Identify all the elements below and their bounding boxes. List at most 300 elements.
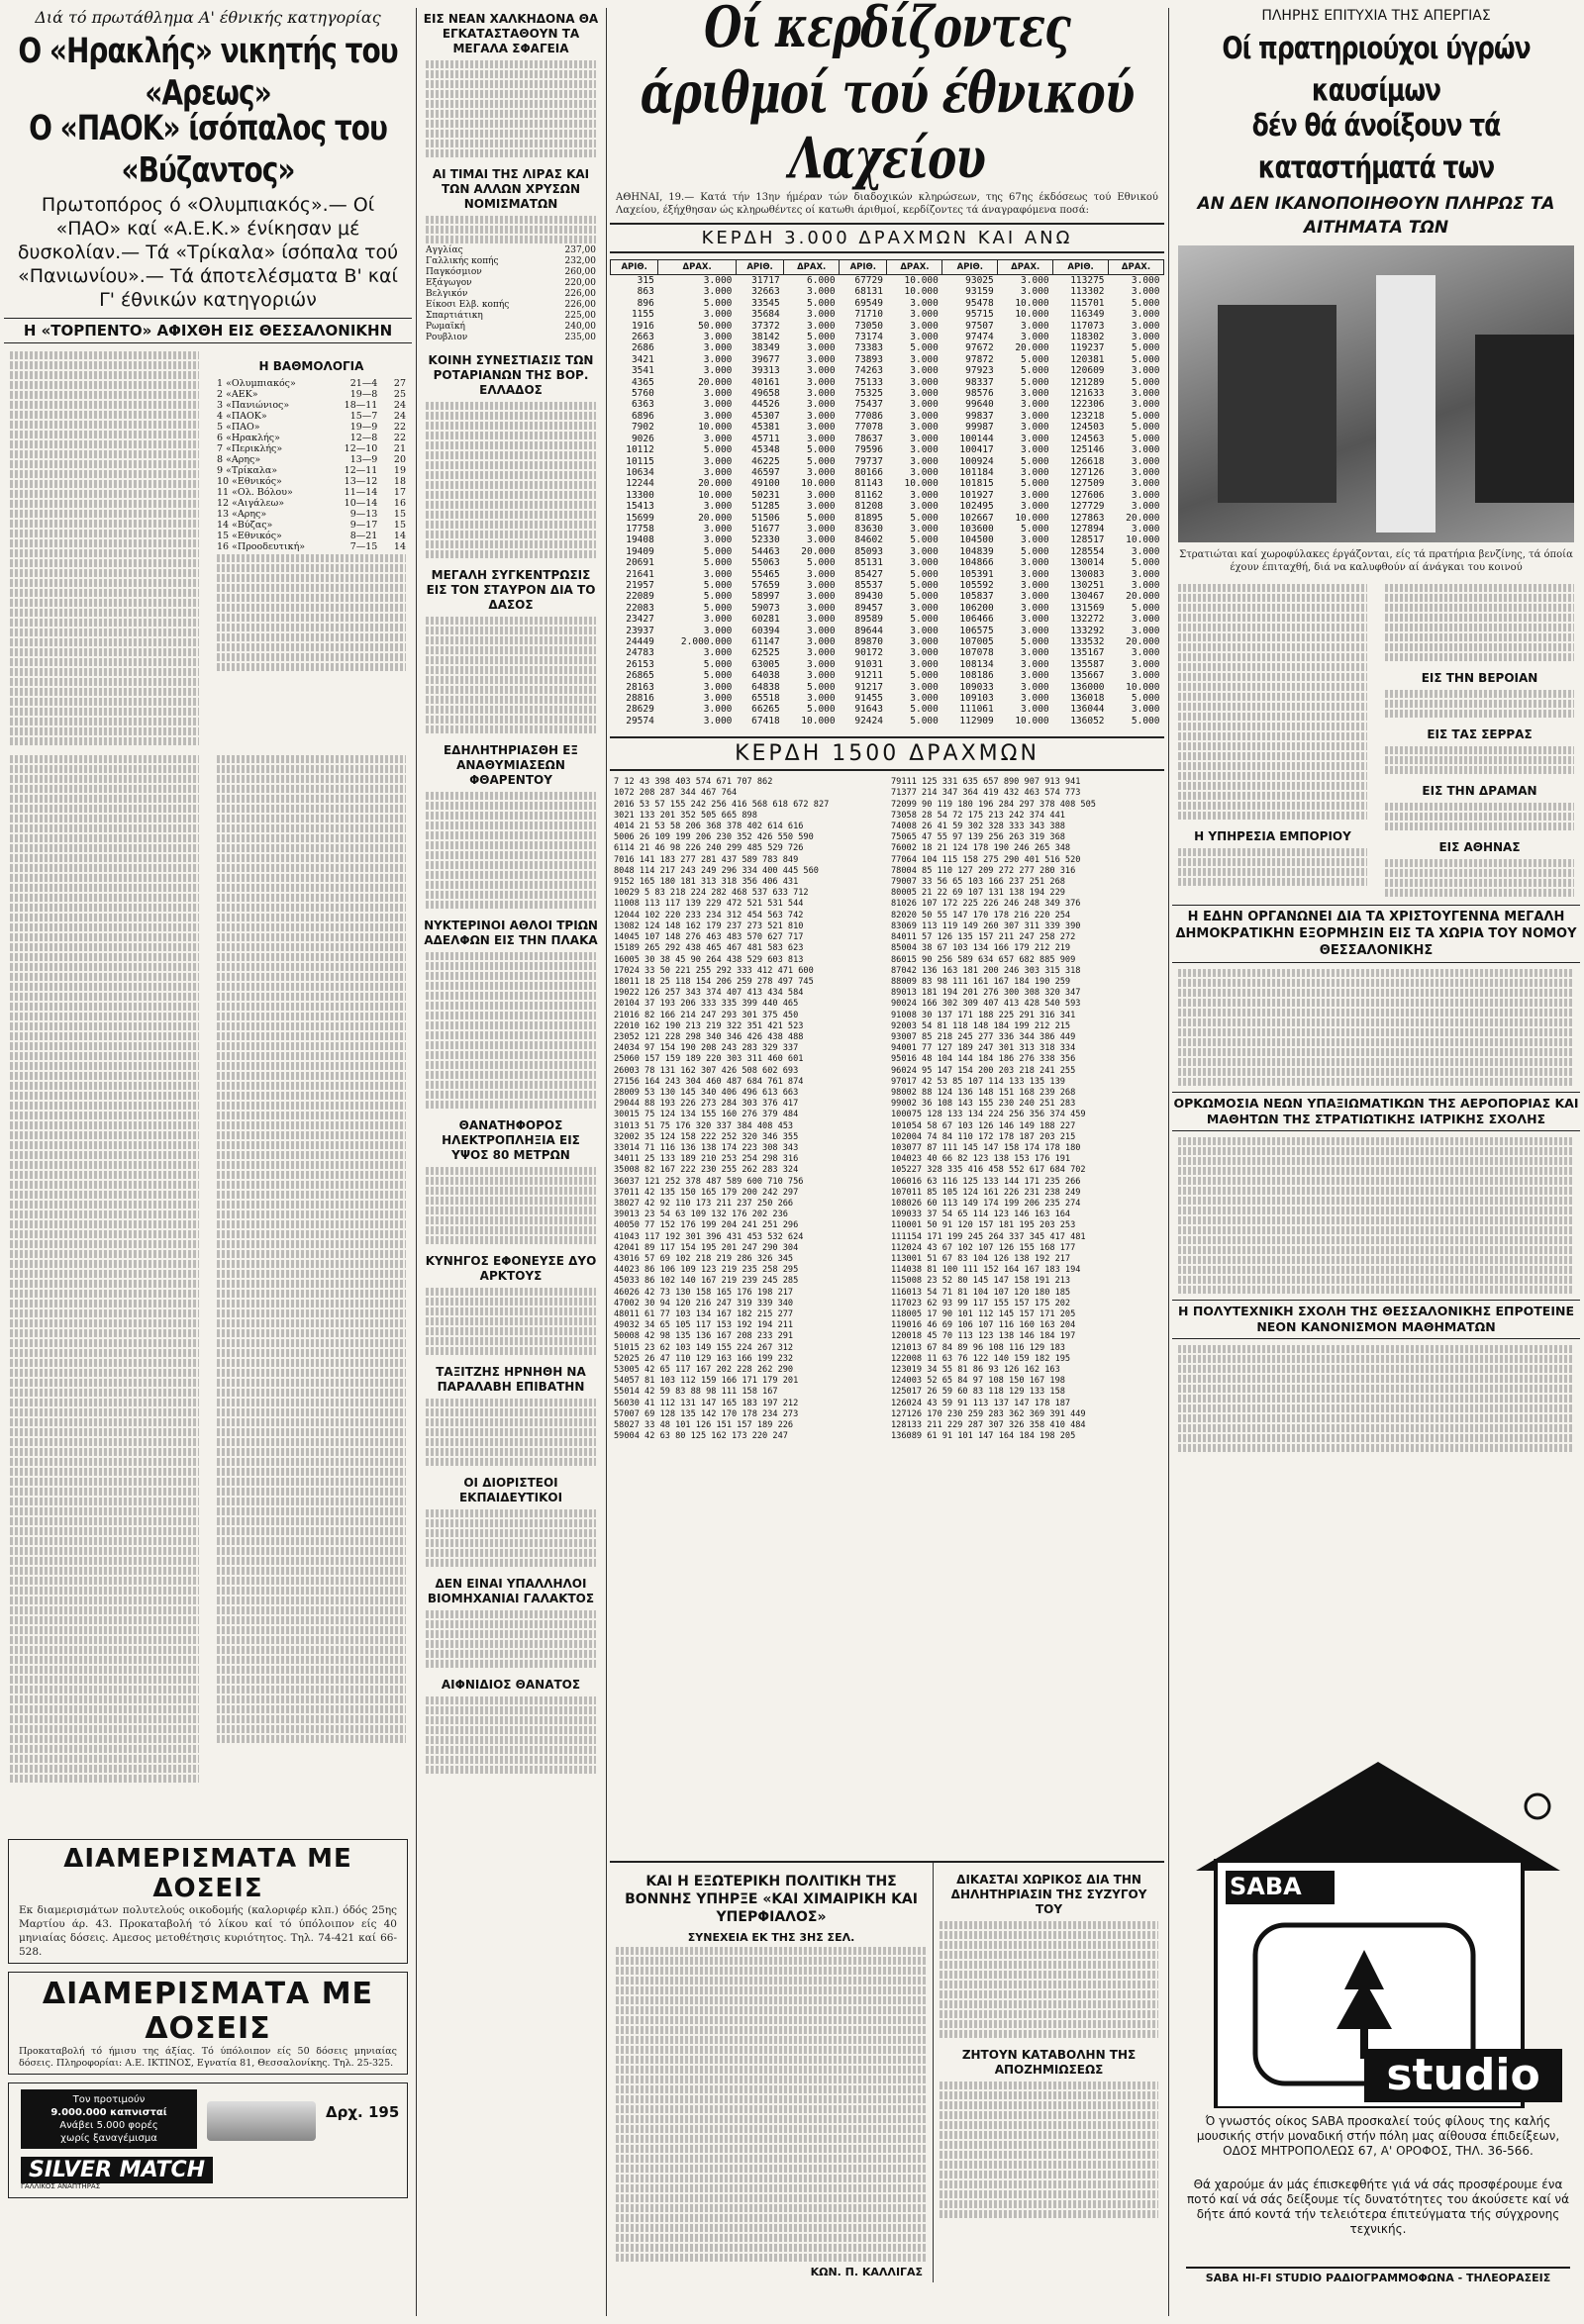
- lottery-cell: 84602: [854, 534, 883, 546]
- lottery-cell: 89589: [854, 614, 883, 626]
- lottery-cell: 122306: [1070, 399, 1105, 411]
- lottery-1500-line: 71377 214 347 364 419 432 463 574 773: [891, 788, 1081, 799]
- lottery-cell: 5.000: [1131, 297, 1160, 309]
- lottery-cell: 5.000: [1021, 478, 1049, 490]
- lottery-cell: 3.000: [703, 647, 733, 659]
- saba-ad: [1186, 1752, 1570, 2316]
- lottery-cell: 3.000: [807, 568, 836, 580]
- lottery-1500-line: 8048 114 217 243 249 296 334 400 445 560: [614, 865, 819, 876]
- lottery-1500-line: 90024 166 302 309 407 413 428 540 593: [891, 999, 1081, 1010]
- lottery-cell: 5.000: [703, 557, 733, 569]
- lottery-cell: 97923: [965, 365, 994, 377]
- lottery-1500-line: 75065 47 55 97 139 256 263 319 368: [891, 832, 1065, 843]
- lottery-cell: 127606: [1070, 489, 1105, 501]
- lottery-1500-line: 30015 75 124 134 155 160 276 379 484: [614, 1110, 799, 1120]
- lottery-1500-line: 47002 30 94 120 216 247 319 339 340: [614, 1298, 794, 1308]
- lottery-cell: 37372: [751, 320, 780, 332]
- lottery-cell: 120609: [1070, 365, 1105, 377]
- lottery-cell: 77086: [854, 410, 883, 422]
- standings-cell: 10—14: [344, 498, 378, 509]
- poison-trial-headline: ΔΙΚΑΣΤΑΙ ΧΩΡΙΚΟΣ ΔΙΑ ΤΗΝ ΔΗΛΗΤΗΡΙΑΣΙΝ ΤΗΣ ΣΥΖΥΓΟΥ ΤΟΥ: [950, 1873, 1147, 1916]
- lottery-cell: 3.000: [910, 693, 939, 705]
- lottery-row: [611, 399, 1164, 410]
- lottery-1500-line: 93007 85 218 245 277 336 344 386 449: [891, 1031, 1076, 1042]
- lottery-col-header: ΑΡΙΘ.: [942, 260, 998, 275]
- lottery-head-3000: ΚΕΡΔΗ 3.000 ΔΡΑΧΜΩΝ ΚΑΙ ΑΝΩ: [610, 223, 1164, 253]
- lottery-row: [611, 716, 1164, 726]
- standings-cell: 14: [393, 541, 406, 552]
- lottery-1500-line: 83069 113 119 149 260 307 311 339 390: [891, 920, 1081, 931]
- bonn-continued: ΣΥΝΕΧΕΙΑ ΕΚ ΤΗΣ 3ΗΣ ΣΕΛ.: [687, 1931, 855, 1944]
- lottery-cell: 104866: [959, 557, 994, 569]
- lottery-1500-line: 37011 42 135 150 165 179 200 242 297: [614, 1187, 799, 1198]
- lottery-cell: 5.000: [703, 579, 733, 591]
- standings-row: [211, 498, 412, 509]
- lottery-cell: 5.000: [703, 602, 733, 614]
- standings-cell: 21: [393, 443, 406, 454]
- lottery-cell: 3.000: [910, 297, 939, 309]
- lottery-cell: 26153: [626, 658, 654, 670]
- lottery-cell: 31717: [751, 275, 780, 286]
- lottery-cell: 5.000: [703, 545, 733, 557]
- lottery-cell: 3.000: [703, 715, 733, 726]
- lottery-cell: 3.000: [1131, 286, 1160, 298]
- lottery-cell: 3.000: [910, 422, 939, 434]
- lottery-1500-line: 55014 42 59 83 88 98 111 158 167: [614, 1387, 778, 1398]
- lottery-row: [611, 501, 1164, 512]
- lottery-cell: 3.000: [703, 681, 733, 693]
- lottery-cell: 135587: [1070, 658, 1105, 670]
- standings-row: [211, 465, 412, 476]
- lottery-cell: 50.000: [698, 320, 733, 332]
- lottery-row: [611, 704, 1164, 715]
- lottery-cell: 113302: [1070, 286, 1105, 298]
- sports-kicker: Διά τό πρωτάθλημα Α' έθνικής κατηγορίας: [35, 8, 381, 27]
- lottery-cell: 5.000: [1131, 410, 1160, 422]
- lottery-1500-line: 85004 38 67 103 134 166 179 212 219: [891, 943, 1071, 954]
- lottery-cell: 5.000: [1131, 342, 1160, 354]
- lottery-1500-line: 80005 21 22 69 107 131 138 194 229: [891, 888, 1065, 899]
- lottery-cell: 13300: [626, 489, 654, 501]
- lottery-1500-line: 4014 21 53 58 206 368 378 402 614 616: [614, 822, 804, 832]
- lottery-row: [611, 309, 1164, 320]
- lottery-cell: 5.000: [1021, 636, 1049, 647]
- apartments-ad-1-title: ΔΙΑΜΕΡΙΣΜΑΤΑ ΜΕ ΔΟΣΕΙΣ: [63, 1844, 352, 1903]
- lottery-1500-line: 20104 37 193 206 333 335 399 440 465: [614, 999, 799, 1010]
- sports-body: [4, 349, 412, 747]
- lottery-cell: 117073: [1070, 320, 1105, 332]
- lottery-cell: 127126: [1070, 466, 1105, 478]
- lottery-cell: 10.000: [1015, 309, 1049, 321]
- lottery-cell: 109033: [959, 681, 994, 693]
- lottery-cell: 60394: [751, 625, 780, 636]
- lottery-row: [611, 275, 1164, 287]
- lottery-cell: 135167: [1070, 647, 1105, 659]
- saba-text-1: Ό γνωστός οίκος SABA προσκαλεί τούς φίλους της καλής μουσικής στήν μοναδική στήν πόλη μας αίθουσα έπιδείξεων, ΟΔΟΣ ΜΗΤΡΟΠΟΛΕΩΣ 67, Α' ΟΡΟΦΟΣ, ΤΗΛ. 36-566.: [1196, 2114, 1560, 2158]
- bonn-byline: ΚΩΝ. Π. ΚΑΛΛΙΓΑΣ: [810, 2266, 924, 2278]
- lottery-cell: 3.000: [807, 342, 836, 354]
- standings-cell: 27: [393, 378, 406, 389]
- electrocution-headline: ΘΑΝΑΤΗΦΟΡΟΣ ΗΛΕΚΤΡΟΠΛΗΞΙΑ ΕΙΣ ΥΨΟΣ 80 ΜΕΤΡΩΝ: [442, 1118, 580, 1162]
- lottery-cell: 95478: [965, 297, 994, 309]
- lottery-cell: 73893: [854, 353, 883, 365]
- lottery-row: [611, 659, 1164, 670]
- lottery-row: [611, 354, 1164, 365]
- lottery-cell: 120381: [1070, 353, 1105, 365]
- lottery-cell: 89457: [854, 602, 883, 614]
- standings-cell: 25: [393, 389, 406, 400]
- lottery-cell: 5.000: [807, 444, 836, 456]
- standings-cell: 14 «Βύζας»: [217, 520, 273, 531]
- lottery-cell: 3421: [631, 353, 654, 365]
- lottery-1500-line: 2016 53 57 155 242 256 416 568 618 672 827: [614, 799, 830, 810]
- lottery-cell: 55465: [751, 568, 780, 580]
- lottery-1500-line: 52025 26 47 110 129 163 166 199 232: [614, 1353, 794, 1364]
- lottery-cell: 5760: [631, 388, 654, 400]
- lottery-cell: 90172: [854, 647, 883, 659]
- lottery-cell: 68131: [854, 286, 883, 298]
- price-row: [420, 267, 602, 278]
- lottery-cell: 102667: [959, 512, 994, 524]
- lottery-intro: ΑΘΗΝΑΙ, 19.— Κατά τήν 13ην ήμέραν τών διαδοχικών κληρώσεων, της 67ης έκδόσεως τού Εθνικού Λαχείου, έξήχθησαν ώς κληρωθέντες οί κατωθι άριθμοί, κερδίζοντες τά άναγραφόμενα ποσά:: [616, 192, 1158, 216]
- lottery-cell: 46597: [751, 466, 780, 478]
- standings-row: [211, 487, 412, 498]
- strike-kicker: ΠΛΗΡΗΣ ΕΠΙΤΥΧΙΑ ΤΗΣ ΑΠΕΡΓΙΑΣ: [1261, 8, 1491, 24]
- lottery-cell: 3.000: [807, 602, 836, 614]
- lottery-head-1500: ΚΕΡΔΗ 1500 ΔΡΑΧΜΩΝ: [610, 736, 1164, 771]
- lottery-cell: 5.000: [807, 681, 836, 693]
- lottery-cell: 3.000: [1021, 557, 1049, 569]
- strike-subhead: ΑΝ ΔΕΝ ΙΚΑΝΟΠΟΙΗΘΟΥΝ ΠΛΗΡΩΣ ΤΑ ΑΙΤΗΜΑΤΑ ΤΩΝ: [1197, 194, 1555, 238]
- lottery-cell: 133292: [1070, 625, 1105, 636]
- lottery-cell: 58997: [751, 591, 780, 603]
- lottery-cell: 3.000: [807, 579, 836, 591]
- lottery-cell: 3.000: [1021, 444, 1049, 456]
- lottery-cell: 75437: [854, 399, 883, 411]
- standings-cell: 14: [393, 531, 406, 541]
- lottery-cell: 35684: [751, 309, 780, 321]
- price-row: [420, 256, 602, 267]
- lottery-cell: 100417: [959, 444, 994, 456]
- lottery-cell: 5.000: [1131, 715, 1160, 726]
- lottery-cell: 24783: [626, 647, 654, 659]
- lottery-cell: 20691: [626, 557, 654, 569]
- lottery-cell: 109103: [959, 693, 994, 705]
- drama-headline: ΕΙΣ ΤΗΝ ΔΡΑΜΑΝ: [1422, 784, 1537, 798]
- lottery-1500-lists: [610, 777, 1164, 1442]
- lottery-cell: 3.000: [1021, 422, 1049, 434]
- lottery-cell: 3.000: [910, 681, 939, 693]
- standings-cell: 9 «Τρίκαλα»: [217, 465, 278, 476]
- lottery-1500-line: 108026 60 113 149 174 199 206 235 274: [891, 1198, 1081, 1209]
- lottery-cell: 3.000: [910, 376, 939, 388]
- lottery-cell: 10.000: [1015, 297, 1049, 309]
- lottery-cell: 5.000: [910, 534, 939, 546]
- lottery-cell: 3.000: [807, 353, 836, 365]
- lottery-cell: 89430: [854, 591, 883, 603]
- lottery-cell: 3.000: [807, 591, 836, 603]
- rotary-headline: ΚΟΙΝΗ ΣΥΝΕΣΤΙΑΣΙΣ ΤΩΝ ΡΟΤΑΡΙΑΝΩΝ ΤΗΣ ΒΟΡ. ΕΛΛΑΔΟΣ: [428, 353, 594, 397]
- lottery-cell: 3.000: [703, 614, 733, 626]
- lottery-cell: 132272: [1070, 614, 1105, 626]
- lottery-col-header: ΑΡΙΘ.: [1053, 260, 1109, 275]
- lottery-1500-line: 25060 157 159 189 220 303 311 460 601: [614, 1054, 804, 1065]
- column-rule: [416, 8, 417, 2316]
- lottery-1500-line: 22010 162 190 213 219 322 351 421 523: [614, 1020, 804, 1031]
- lottery-cell: 6.000: [807, 275, 836, 286]
- lottery-cell: 3.000: [910, 353, 939, 365]
- standings-cell: 12 «Αιγάλεω»: [217, 498, 285, 509]
- lottery-cell: 24449: [626, 636, 654, 647]
- standings-cell: 13 «Αρης»: [217, 509, 267, 520]
- lottery-cell: 3.000: [910, 636, 939, 647]
- lottery-cell: 104500: [959, 534, 994, 546]
- lottery-cell: 5.000: [910, 704, 939, 716]
- lottery-cell: 3.000: [1131, 275, 1160, 286]
- lottery-1500-line: 100075 128 133 134 224 256 356 374 459: [891, 1110, 1086, 1120]
- lottery-cell: 101815: [959, 478, 994, 490]
- lottery-cell: 64838: [751, 681, 780, 693]
- lottery-1500-line: 91008 30 137 171 188 225 291 316 341: [891, 1010, 1076, 1020]
- lottery-1500-line: 23052 121 228 298 340 346 426 438 488: [614, 1031, 804, 1042]
- lottery-cell: 5.000: [1021, 353, 1049, 365]
- lottery-cell: 85537: [854, 579, 883, 591]
- lottery-cell: 3.000: [910, 309, 939, 321]
- strike-headline-2: δέν θά άνοίξουν τά καταστήματά των: [1251, 107, 1501, 185]
- forest-headline: ΜΕΓΑΛΗ ΣΥΓΚΕΝΤΡΩΣΙΣ ΕΙΣ ΤΟΝ ΣΤΑΥΡΟΝ ΔΙΑ ΤΟ ΔΑΣΟΣ: [426, 568, 596, 612]
- lottery-cell: 20.000: [698, 478, 733, 490]
- lottery-cell: 98576: [965, 388, 994, 400]
- lottery-cell: 79596: [854, 444, 883, 456]
- lottery-1500-line: 127126 170 230 259 283 362 369 391 449: [891, 1408, 1086, 1419]
- lottery-cell: 3.000: [1131, 658, 1160, 670]
- lottery-cell: 130467: [1070, 591, 1105, 603]
- lottery-1500-line: 81026 107 172 225 226 246 248 349 376: [891, 899, 1081, 910]
- torpedo-section-head: Η «ΤΟΡΠΕΝΤΟ» ΑΦΙΧΘΗ ΕΙΣ ΘΕΣΣΑΛΟΝΙΚΗΝ: [4, 318, 412, 343]
- lottery-cell: 5.000: [910, 512, 939, 524]
- milk-headline: ΔΕΝ ΕΙΝΑΙ ΥΠΑΛΛΗΛΟΙ ΒΙΟΜΗΧΑΝΙΑΙ ΓΑΛΑΚΤΟΣ: [427, 1577, 595, 1605]
- lottery-cell: 118302: [1070, 332, 1105, 343]
- lottery-cell: 32663: [751, 286, 780, 298]
- lottery-1500-line: 32002 35 124 158 222 252 320 346 355: [614, 1131, 799, 1142]
- lottery-cell: 3.000: [1131, 388, 1160, 400]
- lottery-cell: 20.000: [1126, 512, 1160, 524]
- strike-headline-1: Οί πρατηριούχοι ύγρών καυσίμων: [1222, 30, 1531, 108]
- lottery-cell: 85093: [854, 545, 883, 557]
- standings-cell: 7 «Περικλής»: [217, 443, 283, 454]
- lottery-1500-line: 12044 102 220 233 234 312 454 563 742: [614, 910, 804, 920]
- price-row: [420, 278, 602, 289]
- standings-cell: 2 «ΑΕΚ»: [217, 389, 258, 400]
- lottery-1500-line: 105227 328 335 416 458 552 617 684 702: [891, 1165, 1086, 1176]
- standings-cell: 19—9: [349, 422, 378, 433]
- lottery-cell: 3.000: [807, 523, 836, 534]
- lottery-cell: 104839: [959, 545, 994, 557]
- lottery-1500-line: 113001 51 67 83 104 126 138 192 217: [891, 1253, 1071, 1264]
- lottery-cell: 64038: [751, 670, 780, 682]
- lottery-1500-line: 40050 77 152 176 199 204 241 251 296: [614, 1220, 799, 1231]
- lottery-1500-line: 33014 71 116 136 138 174 223 308 343: [614, 1142, 799, 1153]
- lottery-cell: 44526: [751, 399, 780, 411]
- lottery-cell: 3.000: [910, 501, 939, 513]
- lottery-section: [610, 0, 1164, 2324]
- lottery-1500-line: 125017 26 59 60 83 118 129 133 158: [891, 1387, 1065, 1398]
- lottery-cell: 3.000: [1021, 489, 1049, 501]
- sports-headline-1: Ο «Ηρακλής» νικητής του «Αρεως»: [18, 30, 398, 114]
- lottery-col-header: ΔΡΑΧ.: [784, 260, 840, 275]
- lottery-1500-line: 78004 85 110 127 209 272 277 280 316: [891, 865, 1076, 876]
- gold-prices-headline: ΑΙ ΤΙΜΑΙ ΤΗΣ ΛΙΡΑΣ ΚΑΙ ΤΩΝ ΑΛΛΩΝ ΧΡΥΣΩΝ ΝΟΜΙΣΜΑΤΩΝ: [432, 167, 590, 211]
- lottery-cell: 23937: [626, 625, 654, 636]
- lottery-cell: 128517: [1070, 534, 1105, 546]
- lottery-cell: 67418: [751, 715, 780, 726]
- price-row: [420, 333, 602, 343]
- lottery-row: [611, 591, 1164, 602]
- lottery-1500-line: 13082 124 148 162 179 237 273 521 810: [614, 920, 804, 931]
- lottery-1500-line: 56030 41 112 131 147 165 183 197 212: [614, 1398, 799, 1408]
- lottery-cell: 136052: [1070, 715, 1105, 726]
- lottery-cell: 3.000: [910, 602, 939, 614]
- lottery-cell: 5.000: [1021, 365, 1049, 377]
- lottery-cell: 3.000: [1021, 466, 1049, 478]
- lottery-cell: 22083: [626, 602, 654, 614]
- lottery-cell: 91643: [854, 704, 883, 716]
- lottery-1500-line: 31013 51 75 176 320 337 384 408 453: [614, 1120, 794, 1131]
- bonn-headline: ΚΑΙ Η ΕΞΩΤΕΡΙΚΗ ΠΟΛΙΤΙΚΗ ΤΗΣ ΒΟΝΝΗΣ ΥΠΗΡΞΕ «ΚΑΙ ΧΙΜΑΙΡΙΚΗ ΚΑΙ ΥΠΕΡΦΙΑΛΟΣ»: [625, 1874, 918, 1925]
- lottery-cell: 3.000: [703, 275, 733, 286]
- lottery-1500-line: 95016 48 104 144 184 186 276 338 356: [891, 1054, 1076, 1065]
- lottery-cell: 3.000: [807, 625, 836, 636]
- lottery-cell: 10.000: [1015, 715, 1049, 726]
- lottery-cell: 3.000: [703, 365, 733, 377]
- lottery-cell: 127894: [1070, 523, 1105, 534]
- lottery-row: [611, 626, 1164, 636]
- lottery-table: [610, 259, 1164, 726]
- lottery-cell: 3.000: [1021, 602, 1049, 614]
- hunter-headline: ΚΥΝΗΓΟΣ ΕΦΟΝΕΥΣΕ ΔΥΟ ΑΡΚΤΟΥΣ: [425, 1254, 597, 1283]
- price-row: [420, 289, 602, 300]
- lottery-row: [611, 377, 1164, 388]
- lottery-cell: 103600: [959, 523, 994, 534]
- lottery-1500-line: 118005 17 90 101 112 145 157 171 205: [891, 1309, 1076, 1319]
- lottery-1500-line: 42041 89 117 154 195 201 247 290 304: [614, 1242, 799, 1253]
- standings-cell: 24: [393, 400, 406, 411]
- column-rule: [606, 8, 607, 2316]
- standings-cell: 18—11: [344, 400, 378, 411]
- standings-cell: 21—4: [349, 378, 378, 389]
- standings-row: [211, 422, 412, 433]
- lottery-cell: 5.000: [703, 444, 733, 456]
- lottery-cell: 91455: [854, 693, 883, 705]
- lottery-cell: 3.000: [703, 332, 733, 343]
- lottery-cell: 3.000: [807, 433, 836, 444]
- lottery-cell: 99837: [965, 410, 994, 422]
- lottery-cell: 79737: [854, 455, 883, 467]
- lottery-cell: 3.000: [1021, 647, 1049, 659]
- standings-cell: 12—11: [344, 465, 378, 476]
- lottery-row: [611, 444, 1164, 455]
- lottery-cell: 3.000: [910, 545, 939, 557]
- standings-cell: 16: [393, 498, 406, 509]
- lottery-title: Οί κερδίζοντες άριθμοί τού έθνικού Λαχείου: [640, 0, 1135, 192]
- lottery-cell: 3.000: [1021, 681, 1049, 693]
- lottery-1500-line: 136089 61 91 101 147 164 184 198 205: [891, 1431, 1076, 1442]
- poisoning-headline: ΕΔΗΛΗΤΗΡΙΑΣΘΗ ΕΞ ΑΝΑΘΥΜΙΑΣΕΩΝ ΦΘΑΡΕΝΤΟΥ: [443, 743, 579, 787]
- lottery-1500-line: 9152 165 180 181 313 318 356 406 431: [614, 877, 799, 888]
- lottery-cell: 97672: [965, 342, 994, 354]
- standings-cell: 10 «Εθνικός»: [217, 476, 282, 487]
- lottery-cell: 65518: [751, 693, 780, 705]
- standings-cell: 7—15: [349, 541, 378, 552]
- lottery-cell: 3.000: [1131, 614, 1160, 626]
- lottery-row: [611, 682, 1164, 693]
- standings-cell: 13—9: [349, 454, 378, 465]
- lottery-1500-line: 112024 43 67 102 107 126 155 168 177: [891, 1242, 1076, 1253]
- lottery-cell: 3.000: [807, 693, 836, 705]
- lottery-1500-line: 122008 11 63 76 122 140 159 182 195: [891, 1353, 1071, 1364]
- standings-row: [211, 454, 412, 465]
- standings-cell: 22: [393, 422, 406, 433]
- lottery-cell: 73050: [854, 320, 883, 332]
- lottery-cell: 3.000: [703, 501, 733, 513]
- lottery-cell: 51506: [751, 512, 780, 524]
- lottery-cell: 3.000: [703, 466, 733, 478]
- lottery-row: [611, 636, 1164, 647]
- standings-cell: 15—7: [349, 411, 378, 422]
- lottery-cell: 3.000: [807, 647, 836, 659]
- lottery-cell: 101927: [959, 489, 994, 501]
- lottery-1500-line: 117023 62 93 99 117 155 157 175 202: [891, 1298, 1071, 1308]
- lottery-cell: 2663: [631, 332, 654, 343]
- trade-service-headline: Η ΥΠΗΡΕΣΙΑ ΕΜΠΟΡΙΟΥ: [1194, 829, 1351, 843]
- apartments-ad-1-text: Εκ διαμερισμάτων πολυτελούς οικοδομής (καλοριφέρ κλπ.) όδός 25ης Μαρτίου άρ. 43. Προκαταβολή τό λίκου καί τό ύπόλοιπον είς 40 μηνιαίας δόσεις. Αμεσος μετοθέτησις κυριότητος. Τηλ. 74-421 καί 66-528.: [19, 1904, 397, 1958]
- lottery-cell: 3.000: [703, 342, 733, 354]
- standings-cell: 19—8: [349, 389, 378, 400]
- lottery-cell: 3.000: [1131, 478, 1160, 490]
- lottery-row: [611, 365, 1164, 376]
- lottery-1500-right: [887, 777, 1164, 1442]
- lottery-row: [611, 557, 1164, 568]
- lottery-1500-line: 35008 82 167 222 230 255 262 283 324: [614, 1165, 799, 1176]
- lottery-cell: 5.000: [703, 297, 733, 309]
- athens-headline: ΕΙΣ ΑΘΗΝΑΣ: [1438, 840, 1521, 854]
- lottery-cell: 3.000: [1021, 704, 1049, 716]
- lottery-cell: 95715: [965, 309, 994, 321]
- lottery-cell: 3.000: [807, 636, 836, 647]
- price-cell: Βελγικόν: [426, 289, 468, 299]
- lottery-1500-line: 58027 33 48 101 126 151 157 189 226: [614, 1420, 794, 1431]
- right-column: [1172, 0, 1580, 2324]
- standings-cell: 15: [393, 509, 406, 520]
- column-rule: [1168, 8, 1169, 2316]
- lottery-cell: 5.000: [1131, 602, 1160, 614]
- lottery-1500-line: 39013 23 54 63 109 132 176 202 236: [614, 1210, 788, 1220]
- lottery-cell: 3.000: [807, 388, 836, 400]
- lottery-cell: 75133: [854, 376, 883, 388]
- silver-match-line-3: Ανάβει 5.000 φορές: [59, 2120, 158, 2131]
- lottery-cell: 3.000: [1021, 693, 1049, 705]
- lottery-cell: 3.000: [807, 410, 836, 422]
- standings-row: [211, 378, 412, 389]
- lottery-cell: 3.000: [807, 658, 836, 670]
- lottery-cell: 5.000: [1131, 353, 1160, 365]
- lottery-cell: 3.000: [807, 489, 836, 501]
- standings-cell: 9—17: [349, 520, 378, 531]
- lottery-1500-line: 88009 83 98 111 161 167 184 190 259: [891, 976, 1071, 987]
- lottery-cell: 19408: [626, 534, 654, 546]
- lottery-1500-line: 46026 42 73 130 158 165 176 198 217: [614, 1287, 794, 1298]
- lottery-cell: 92424: [854, 715, 883, 726]
